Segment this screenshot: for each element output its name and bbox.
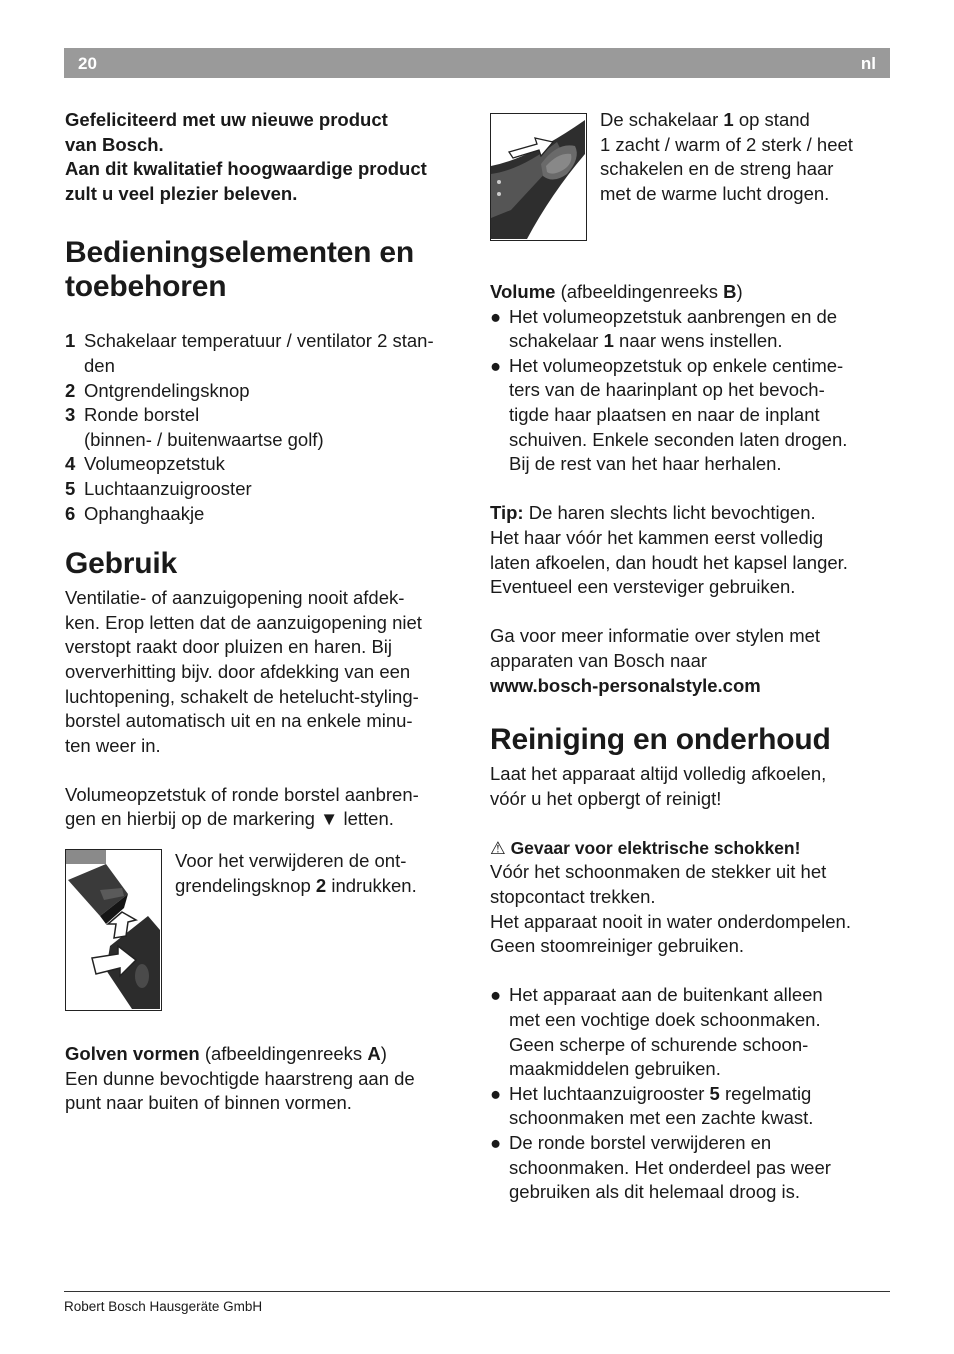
list-item: ● Het volumeopzetstuk aanbrengen en de schakelaar 1 naar wens instellen.	[490, 305, 838, 352]
switch-instruction: De schakelaar 1 op stand 1 zacht / warm of 2 sterk / heet schakelen en de streng haar met de warme lucht drogen.	[600, 109, 853, 204]
cleaning-steps	[490, 983, 892, 1204]
cool-down-text: Laat het apparaat altijd volledig afkoelen, vóór u het opbergt of reinigt!	[490, 763, 827, 809]
list-item: 4 Volumeopzetstuk	[65, 453, 225, 475]
volume-steps	[490, 305, 892, 477]
intro-line: Gefeliciteerd met uw nieuwe product	[65, 109, 388, 130]
tip-section: Tip: De haren slechts licht bevochtigen. Het haar vóór het kammen eerst volledig laten afkoelen, dan houdt het kapsel langer. Eventueel een versteviger gebruiken.	[490, 502, 848, 598]
list-item: ● Het apparaat aan de buitenkant alleen met een vochtige doek schoonmaken. Geen scherpe of schurende schoon- maakmiddelen gebruiken.	[490, 984, 823, 1080]
list-item: ● De ronde borstel verwijderen en schoonmaken. Het onderdeel pas weer gebruiken als dit helemaal droog is.	[490, 1132, 831, 1203]
page-header-bar	[64, 48, 890, 78]
language-code: nl	[860, 54, 876, 73]
warning-section: ⚠ Gevaar voor elektrische schokken! Vóór het schoonmaken de stekker uit het stopcontact trekken. Het apparaat nooit in water onderdompelen. Geen stoomreiniger gebruiken.	[490, 837, 851, 957]
left-column	[65, 108, 467, 1116]
parts-list	[65, 329, 467, 526]
section-title-cleaning: Reiniging en onderhoud	[490, 723, 831, 757]
info-section: Ga voor meer informatie over stylen met apparaten van Bosch naar www.bosch-personalstyle.com	[490, 624, 892, 698]
waves-section: Golven vormen (afbeeldingenreeks A) Een dunne bevochtigde haarstreng aan de punt naar buiten of binnen vormen.	[65, 1043, 415, 1114]
section-title-controls: Bedieningselementen en toebehoren	[65, 236, 415, 304]
intro-line: van Bosch.	[65, 133, 164, 155]
footer-company: Robert Bosch Hausgeräte GmbH	[64, 1299, 263, 1314]
section-title-usage: Gebruik	[65, 547, 177, 581]
list-item: ● Het luchtaanzuigrooster 5 regelmatig schoonmaken met een zachte kwast.	[490, 1082, 814, 1129]
list-item: 5 Luchtaanzuigrooster	[65, 477, 252, 499]
intro-text	[65, 108, 467, 206]
usage-paragraph-1: Ventilatie- of aanzuigopening nooit afdek- ken. Erop letten dat de aanzuigopening niet verstopt raakt door pluizen en haren. Bij oververhitting bijv. door afdekking van een luchtopening, schakelt de hetelucht-styling- borstel automatisch uit en na enkele minu- ten weer in.	[65, 587, 422, 756]
warning-icon: ⚠	[490, 837, 506, 858]
list-item: 1 Schakelaar temperatuur / ventilator 2 stan- den	[65, 330, 434, 376]
intro-line: Aan dit kwalitatief hoogwaardige product	[65, 158, 427, 180]
list-item: 3 Ronde borstel (binnen- / buitenwaartse golf)	[65, 404, 324, 450]
list-item: 6 Ophanghaakje	[65, 502, 205, 524]
intro-line: zult u veel plezier beleven.	[65, 182, 298, 204]
switch-illustration	[490, 113, 587, 241]
release-figure-row	[65, 849, 467, 1011]
release-instruction: Voor het verwijderen de ont- grendelingsknop 2 indrukken.	[175, 850, 417, 896]
usage-paragraph-2: Volumeopzetstuk of ronde borstel aanbren- gen en hierbij op de markering ▼ letten.	[65, 783, 419, 830]
right-column	[490, 108, 892, 1205]
website-link[interactable]: www.bosch-personalstyle.com	[490, 674, 761, 696]
list-item: ● Het volumeopzetstuk op enkele centime- ters van de haarinplant op het bevoch- tigde haar plaatsen en naar de inplant schuiven. Enkele seconden laten drogen. Bij de rest van het haar herhalen.	[490, 354, 848, 475]
volume-section: Volume (afbeeldingenreeks B) ● Het volumeopzetstuk aanbrengen en de schakelaar 1 naar wens instellen. ● Het volumeopzetstuk op enkele centime- ters van de haarinplant op het bevoch- tigde haar plaatsen en naar de inplant schuiven. Enkele seconden laten drogen. Bij de rest van het haar herhalen.	[490, 280, 892, 477]
list-item: 2 Ontgrendelingsknop	[65, 379, 250, 401]
release-button-illustration	[65, 849, 162, 1011]
page-number: 20	[78, 54, 97, 73]
switch-figure-row	[490, 108, 892, 241]
footer-divider	[64, 1291, 890, 1292]
